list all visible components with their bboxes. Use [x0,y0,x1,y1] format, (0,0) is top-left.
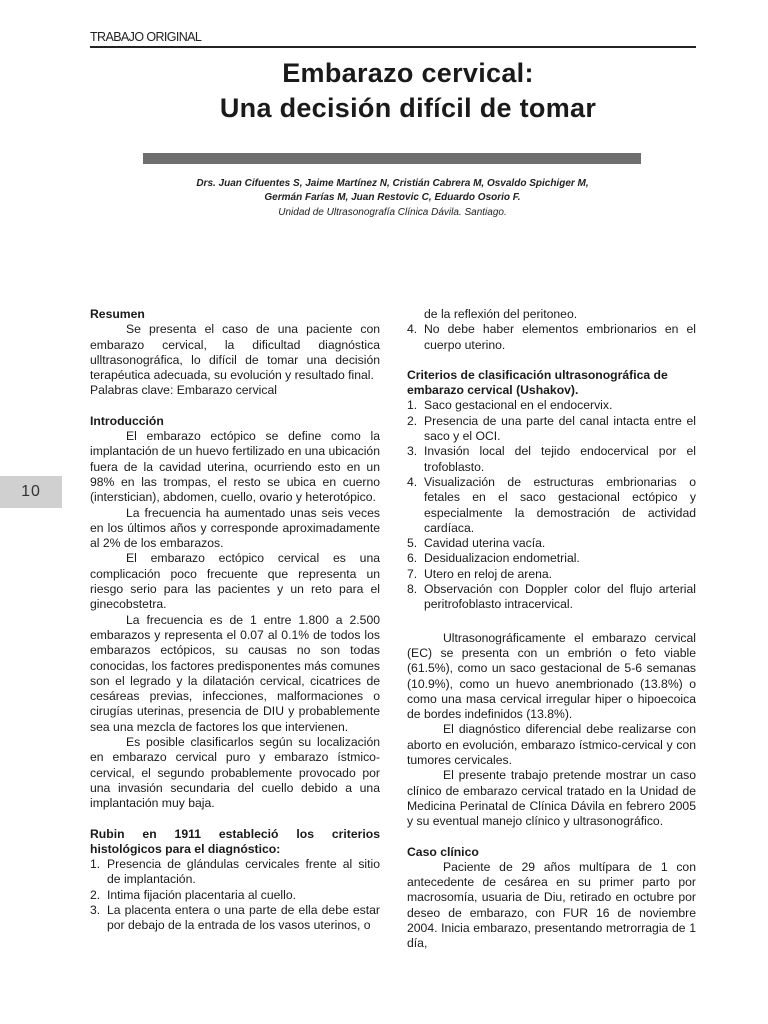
list-item: 2. Intima fijación placentaria al cuello. [90,887,297,902]
intro-heading: Introducción [90,413,164,428]
rubin-heading: Rubin en 1911 estableció los criterios histológicos para el diagnóstico: [90,826,380,856]
intro-paragraph-1: El embarazo ectópico se define como la implantación de un huevo fertilizado en una ubicación fuera de la cavidad uterina, ocurriendo esto en un 98% en las trompas, el resto se ubica en cuerno (interstician), abdomen, cuello, ovario y heterotópico. [90,429,380,505]
list-item: 3. La placenta entera o una parte de ella debe estar por debajo de la entrada de los vasos uterinos, o [90,902,380,933]
title-underline-bar [143,153,641,164]
keywords: Palabras clave: Embarazo cervical [90,383,277,398]
section-label: TRABAJO ORIGINAL [90,30,202,44]
list-item: 5. Cavidad uterina vacía. [407,536,546,551]
list-item: 4. Visualización de estructuras embrionarias o fetales en el saco gestacional ectópico y especialmente la demostración de actividad cardíaca. [407,474,696,535]
list-item: 3. Invasión local del tejido endocervical por el trofoblasto. [407,444,696,474]
list-item: 2. Presencia de una parte del canal intacta entre el saco y el OCI. [407,413,696,444]
list-item: 6. Desidualizacion endometrial. [407,551,580,566]
list-item: 7. Utero en reloj de arena. [407,566,553,581]
intro-paragraph-3: El embarazo ectópico cervical es una complicación poco frecuente que representa un riesgo serio para las pacientes y un reto para el ginecobstetra. [90,551,380,612]
ultrasound-paragraph-3: El presente trabajo pretende mostrar un caso clínico de embarazo cervical tratado en la Unidad de Medicina Perinatal de Clínica Dávila en febrero 2005 y su eventual manejo clínico y ultrasonográfico. [407,768,696,829]
rubin-criteria-list-continued [407,322,696,353]
ultrasound-paragraph-2: El diagnóstico diferencial debe realizarse con aborto en evolución, embarazo ístmico-cervical y con tumores cervicales. [407,722,696,768]
ushakov-heading: Criterios de clasificación ultrasonográfica de embarazo cervical (Ushakov). [407,367,668,398]
case-paragraph-1: Paciente de 29 años multípara de 1 con antecedente de cesárea en su primer parto por macrosomía, usuaria de Diu, retirado en octubre por deseo de embarazo, con FUR 16 de noviembre 2004. Inicia embarazo, presentando metrorragia de 1 día, [407,859,696,951]
list-item: 1. Saco gestacional en el endocervix. [407,398,613,413]
list-item: 1. Presencia de glándulas cervicales frente al sitio de implantación. [90,857,380,887]
resumen-heading: Resumen [90,307,145,321]
case-heading: Caso clínico [407,844,479,859]
intro-paragraph-4: La frecuencia es de 1 entre 1.800 a 2.500 embarazos y representa el 0.07 al 0.1% de todos los embarazos ectópicos, su causas no son todas conocidas, los factores predisponentes más comunes son el legrado y la dilatación cervical, cicatrices de cesáreas previas, infecciones, malformaciones o cirugías uterinas, presencia de DIU y probablemente sea una mezcla de factores los que intervienen. [90,612,380,734]
author-line-2: Germán Farías M, Juan Restovic C, Eduardo Osorio F. [264,191,521,203]
title-line-1: Embarazo cervical: [282,58,534,88]
article-title [120,56,696,126]
page-number-tab [0,476,62,508]
list-item: 4. No debe haber elementos embrionarios en el cuerpo uterino. [407,322,696,352]
right-column [407,307,696,952]
resumen-text: Se presenta el caso de una paciente con embarazo cervical, la dificultad diagnóstica ulltrasonográfica, lo difícil de tomar una decisión terapéutica adecuada, su evolución y resultado final. [90,322,380,383]
affiliation: Unidad de Ultrasonografía Clínica Dávila. Santiago. [278,207,507,218]
ushakov-criteria-list [407,398,696,612]
rubin-continuation: de la reflexión del peritoneo. [424,307,578,321]
author-line-1: Drs. Juan Cifuentes S, Jaime Martínez N, Cristián Cabrera M, Osvaldo Spichiger M, [196,178,589,189]
rubin-criteria-list [90,857,380,933]
header-rule [90,46,696,48]
author-list [140,177,645,204]
intro-paragraph-5: Es posible clasificarlos según su localización en embarazo cervical puro y embarazo ístmico-cervical, el segundo probablemente provocado por una invasión secundaria del cuello debido a una implantación muy baja. [90,735,380,811]
left-column [90,307,380,934]
intro-paragraph-2: La frecuencia ha aumentado unas seis veces en los últimos años y corresponde aproximadamente al 2% de los embarazos. [90,505,380,551]
title-line-2: Una decisión difícil de tomar [219,93,597,123]
ultrasound-paragraph-1: Ultrasonográficamente el embarazo cervical (EC) se presenta con un embrión o feto viable (61.5%), como un saco gestacional de 5-6 semanas (10.9%), como un huevo anembrionado (13.8%) o como una masa cervical irregular hiper o hipoecoica de bordes indefinidos (13.8%). [407,630,696,722]
page-number: 10 [21,483,41,500]
list-item: 8. Observación con Doppler color del flujo arterial peritrofoblasto intracervical. [407,582,696,612]
